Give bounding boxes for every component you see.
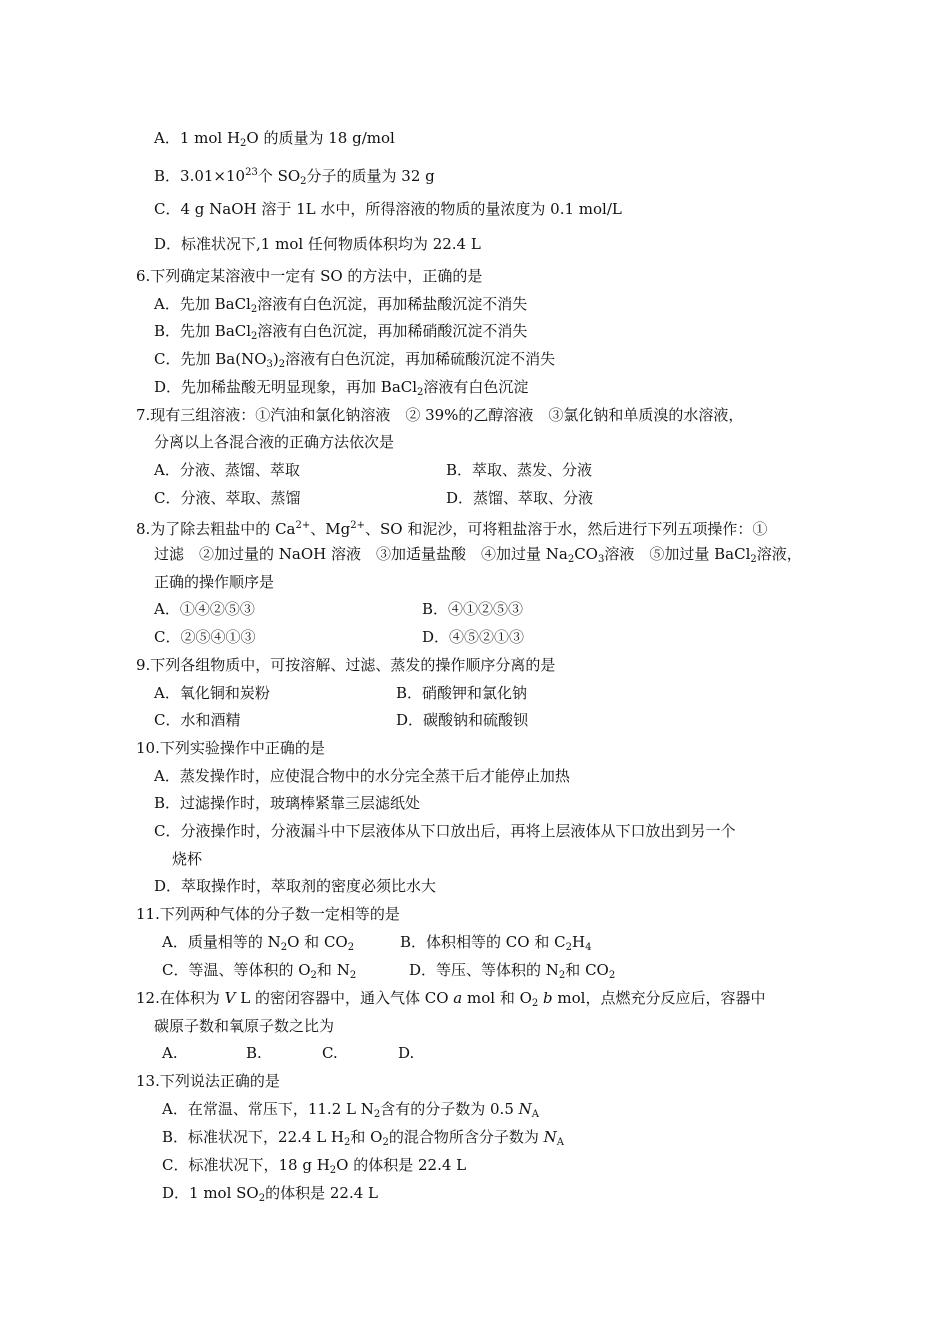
q5-option-c: C．4 g NaOH 溶于 1L 水中，所得溶液的物质的量浓度为 0.1 mol/L	[154, 200, 622, 218]
q6-stem: 6.下列确定某溶液中一定有 SO 的方法中，正确的是	[136, 267, 483, 285]
q10-stem: 10.下列实验操作中正确的是	[136, 739, 325, 757]
q12-option-b: B.	[246, 1044, 262, 1062]
q6-option-b: B．先加 BaCl$_2$溶液有白色沉淀，再加稀硝酸沉淀不消失	[154, 322, 528, 342]
q12-option-d: D.	[398, 1044, 415, 1062]
q8-option-b: B．④①②⑤③	[422, 600, 524, 618]
q13-option-b: B．标准状况下，22.4 L $H_2$和 $O_2$的混合物所含分子数为 $N_A$	[162, 1128, 564, 1148]
q6-option-a: A．先加 BaCl$_2$溶液有白色沉淀，再加稀盐酸沉淀不消失	[154, 295, 528, 315]
q7-stem-line1: 7.现有三组溶液：①汽油和氯化钠溶液 ② 39%的乙醇溶液 ③氯化钠和单质溴的水溶液，	[136, 406, 744, 424]
q8-option-c: C．②⑤④①③	[154, 628, 256, 646]
q13-option-c: C．标准状况下，18 g $H_2O$ 的体积是 22.4 L	[162, 1156, 467, 1176]
q5-option-d: D．标准状况下,1 mol 任何物质体积均为 22.4 L	[154, 235, 481, 253]
q9-option-b: B．硝酸钾和氯化钠	[396, 684, 528, 702]
q7-stem-line2: 分离以上各混合液的正确方法依次是	[154, 433, 395, 451]
q9-stem: 9.下列各组物质中，可按溶解、过滤、蒸发的操作顺序分离的是	[136, 656, 556, 674]
q7-option-c: C．分液、萃取、蒸馏	[154, 489, 301, 507]
q9-option-c: C．水和酒精	[154, 711, 241, 729]
q9-option-d: D．碳酸钠和硫酸钡	[396, 711, 529, 729]
q6-option-c: C．先加 $Ba(NO_3)_2$溶液有白色沉淀，再加稀硫酸沉淀不消失	[154, 350, 556, 370]
q10-option-d: D．萃取操作时，萃取剂的密度必须比水大	[154, 877, 437, 895]
q6-option-d: D．先加稀盐酸无明显现象，再加 BaCl$_2$溶液有白色沉淀	[154, 378, 529, 398]
q10-option-a: A．蒸发操作时，应使混合物中的水分完全蒸干后才能停止加热	[154, 767, 570, 785]
q11-option-d: D．等压、等体积的 $N_2$和 $CO_2$	[409, 961, 616, 981]
q8-stem-line1: 8.为了除去粗盐中的 $Ca^{2+}$、$Mg^{2+}$、SO 和泥沙，可将粗盐溶于水，然后进行下列五项操作：①	[136, 520, 768, 538]
q8-option-d: D．④⑤②①③	[422, 628, 525, 646]
q8-stem-line3: 正确的操作顺序是	[154, 573, 275, 591]
q12-stem-line1: 12.在体积为 V L 的密闭容器中，通入气体 CO a mol 和 $O_2$ b mol，点燃充分反应后，容器中	[136, 989, 766, 1009]
q10-option-c-line2: 烧杯	[172, 850, 203, 868]
q12-stem-line2: 碳原子数和氧原子数之比为	[154, 1017, 335, 1035]
q11-option-a: A．质量相等的 $N_2O$ 和 $CO_2$	[162, 933, 355, 953]
q10-option-c-line1: C．分液操作时，分液漏斗中下层液体从下口放出后，再将上层液体从下口放出到另一个	[154, 822, 736, 840]
q11-option-b: B．体积相等的 CO 和 $C_2H_4$	[400, 933, 592, 953]
q8-stem-line2: 过滤 ②加过量的 NaOH 溶液 ③加适量盐酸 ④加过量 $Na_2CO_3$溶液 ⑤加过量 BaCl$_2$溶液，	[154, 545, 802, 565]
q11-option-c: C．等温、等体积的 $O_2$和 $N_2$	[162, 961, 357, 981]
q9-option-a: A．氧化铜和炭粉	[154, 684, 270, 702]
q5-option-b: B．$3.01\times 10^{23}$个 $SO_2$分子的质量为 32 g	[154, 167, 435, 187]
q10-option-b: B．过滤操作时，玻璃棒紧靠三层滤纸处	[154, 794, 421, 812]
q13-option-d: D．1 mol $SO_2$的体积是 22.4 L	[162, 1184, 379, 1204]
q5-option-a: A．1 mol $H_2O$ 的质量为 18 g/mol	[154, 129, 395, 149]
q7-option-d: D．蒸馏、萃取、分液	[446, 489, 594, 507]
q7-option-a: A．分液、蒸馏、萃取	[154, 461, 300, 479]
q12-option-c: C.	[322, 1044, 338, 1062]
q7-option-b: B．萃取、蒸发、分液	[446, 461, 593, 479]
q11-stem: 11.下列两种气体的分子数一定相等的是	[136, 905, 400, 923]
q13-stem: 13.下列说法正确的是	[136, 1072, 280, 1090]
q13-option-a: A．在常温、常压下，11.2 L $N_2$含有的分子数为 0.5 $N_A$	[162, 1100, 539, 1120]
q8-option-a: A．①④②⑤③	[154, 600, 255, 618]
q12-option-a: A.	[162, 1044, 178, 1062]
